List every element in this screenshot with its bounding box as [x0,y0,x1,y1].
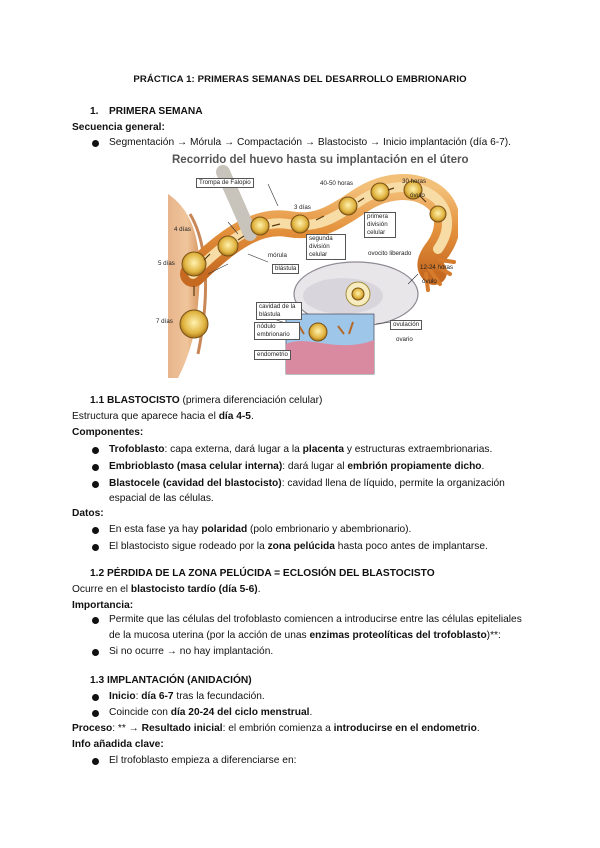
implantation-coincide: Coincide con día 20-24 del ciclo menstrual. [109,707,313,718]
bullet-icon [92,447,99,454]
occurrence-text: Ocurre en el blastocisto tardío (día 5-6). [72,584,261,595]
morula-d5 [251,217,269,235]
section-1-3-heading: 1.3 IMPLANTACIÓN (ANIDACIÓN) [90,675,252,686]
bullet-icon [92,694,99,701]
label-morula: mórula [268,252,287,259]
bullet-icon [92,617,99,624]
importance-2: Si no ocurre → no hay implantación. [109,646,274,657]
implantation-figure [156,154,469,378]
label-segunda-division: segunda división celular [306,234,346,260]
bullet-icon [92,710,99,717]
importance-1-line1: Permite que las células del trofoblasto comiencen a introducirse entre las células epiteliales [109,614,522,625]
embryoblast-item: Embrioblasto (masa celular interna): dará lugar al embrión propiamente dicho. [109,461,485,472]
cell-d3 [291,215,309,233]
process-text: Proceso: ** → Resultado inicial: el embrión comienza a introducirse en el endometrio. [72,723,480,734]
bullet-icon [92,140,99,147]
blastocele-item-line2: espacial de las células. [109,493,214,504]
blastocyst-d7 [180,310,208,338]
label-ovocito: ovocito liberado [368,250,412,257]
label-40-50h: 40-50 horas [320,180,354,187]
bullet-icon [92,758,99,765]
label-3dias: 3 días [294,204,311,211]
bullet-icon [92,544,99,551]
label-30h: 30 horas [402,178,427,185]
trophoblast-item: Trofoblasto: capa externa, dará lugar a la placenta y estructuras extraembrionarias. [109,444,493,455]
section-1-heading: PRIMERA SEMANA [109,106,203,117]
label-ovulacion: ovulación [390,320,422,330]
importance-label: Importancia: [72,600,134,611]
section-1-1-heading: 1.1 BLASTOCISTO (primera diferenciación celular) [90,395,323,406]
dato-2: El blastocisto sigue rodeado por la zona pelúcida hasta poco antes de implantarse. [109,541,488,552]
blastocyst-intro: Estructura que aparece hacia el día 4-5. [72,411,254,422]
cell-40h [339,197,357,215]
label-endometrio: endometrio [254,350,291,360]
label-ovulo: óvulo [422,278,437,285]
bullet-icon [92,464,99,471]
label-primera-division: primera división celular [364,212,396,238]
datos-label: Datos: [72,508,104,519]
label-nodulo: nódulo embrionario [254,322,300,340]
morula-d4 [218,236,238,256]
bullet-icon [92,481,99,488]
blastocele-item: Blastocele (cavidad del blastocisto): cavidad llena de líquido, permite la organización [109,478,505,489]
label-7dias: 7 días [156,318,173,325]
section-1-2-heading: 1.2 PÉRDIDA DE LA ZONA PELÚCIDA = ECLOSIÓN DEL BLASTOCISTO [90,568,435,579]
cell-30h [371,183,389,201]
label-4dias: 4 días [174,226,191,233]
label-ovulo-top: óvulo [410,192,425,199]
info-1: El trofoblasto empieza a diferenciarse en: [109,755,297,766]
info-label: Info añadida clave: [72,739,164,750]
label-blastula: blástula [272,264,299,274]
section-1-number: 1. [90,106,99,117]
sequence-label: Secuencia general: [72,122,165,133]
label-5dias: 5 días [158,260,175,267]
importance-1-line2: de la mucosa uterina (por la acción de unas enzimas proteolíticas del trofoblasto)**: [109,630,501,641]
blastocyst-d6 [182,252,206,276]
figure-caption: Recorrido del huevo hasta su implantación en el útero [172,154,469,166]
label-cavidad: cavidad de la blástula [256,302,302,320]
page-title: PRÁCTICA 1: PRIMERAS SEMANAS DEL DESARROLLO EMBRIONARIO [133,74,467,85]
sequence-text: Segmentación → Mórula → Compactación → Blastocisto → Inicio implantación (día 6-7). [109,137,512,148]
label-12-24h: 12-24 horas [420,264,454,271]
implantation-start: Inicio: día 6-7 tras la fecundación. [109,691,265,702]
label-trompa: Trompa de Falopio [196,178,254,188]
dato-1: En esta fase ya hay polaridad (polo embrionario y abembrionario). [109,524,412,535]
components-label: Componentes: [72,427,144,438]
label-ovario: ovario [396,336,413,343]
ovum [430,206,446,222]
bullet-icon [92,527,99,534]
bullet-icon [92,649,99,656]
